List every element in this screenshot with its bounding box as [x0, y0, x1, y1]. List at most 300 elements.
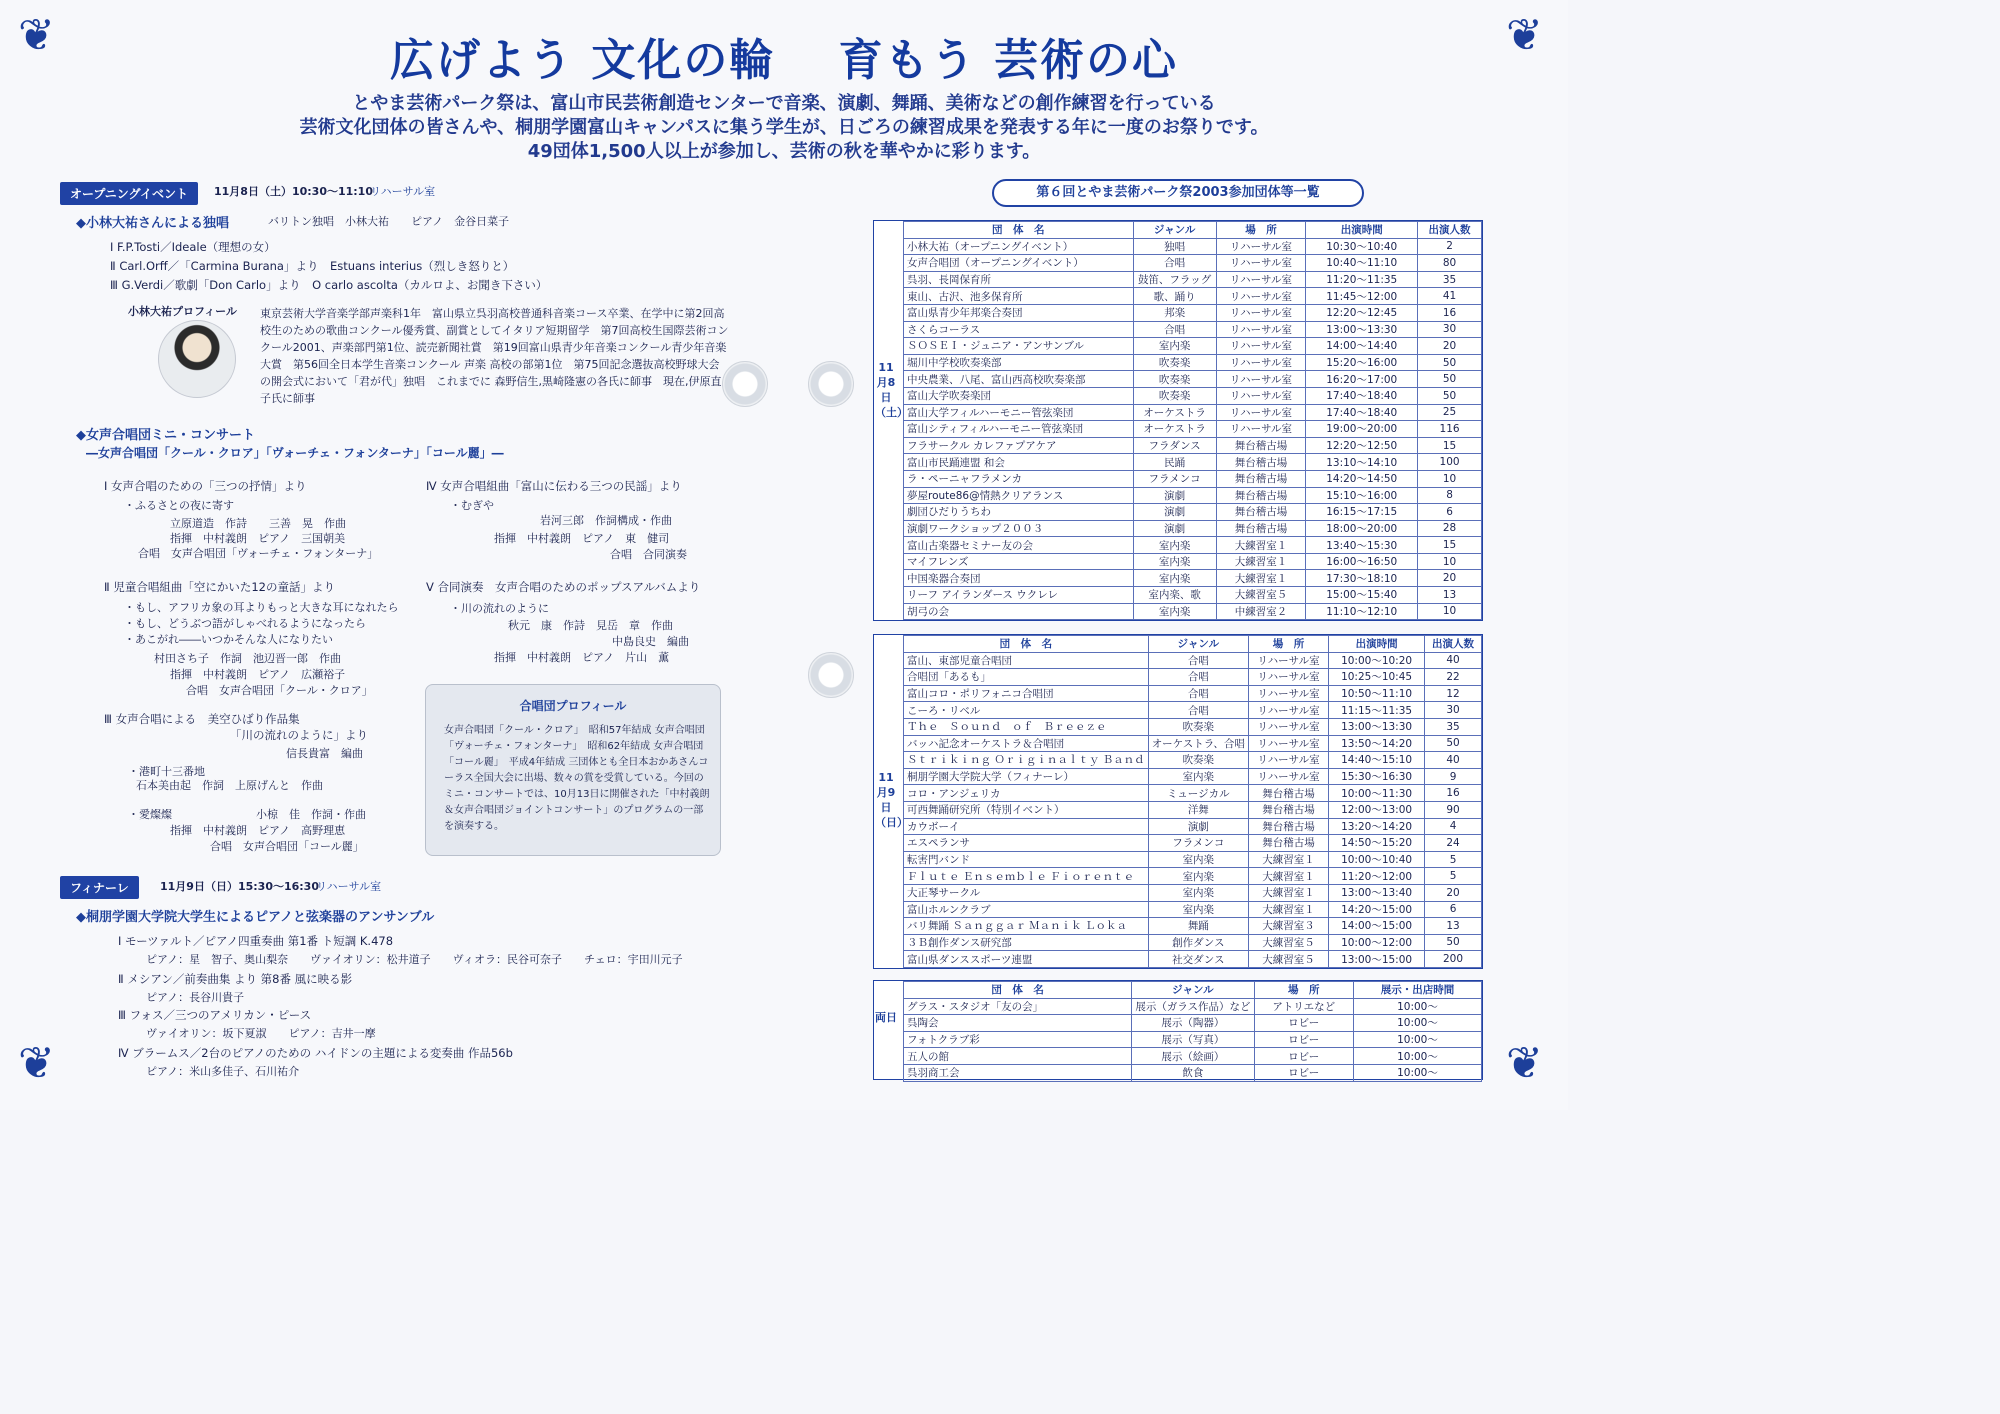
intro-line: とやま芸術パーク祭は、富山市民芸術創造センターで音楽、演劇、舞踊、美術などの創作練習を行っている — [352, 93, 1216, 114]
table-cell: 五人の館 — [904, 1048, 1132, 1065]
table-cell: 13:10～14:10 — [1306, 454, 1418, 471]
choir-item: 石本美由起 作詞 上原げんと 作曲 — [136, 779, 323, 792]
table-cell: 22 — [1425, 669, 1482, 686]
table-cell: 展示（写真） — [1132, 1031, 1254, 1048]
table-cell: 劇団ひだりうちわ — [904, 504, 1134, 521]
table-cell: 30 — [1425, 702, 1482, 719]
table-row — [904, 587, 1482, 604]
table-cell: オーケストラ、合唱 — [1148, 735, 1248, 752]
table-cell: 5 — [1425, 868, 1482, 885]
table-cell: 室内楽 — [1148, 768, 1248, 785]
table-row — [904, 918, 1482, 935]
table-cell: 堀川中学校吹奏楽部 — [904, 354, 1134, 371]
column-header: ジャンル — [1132, 982, 1254, 999]
finale-item: Ⅰ モーツァルト／ピアノ四重奏曲 第1番 ト短調 K.478 — [118, 934, 394, 948]
table-cell: 舞台稽古場 — [1248, 801, 1328, 818]
table-cell: 室内楽 — [1148, 851, 1248, 868]
table-row — [904, 321, 1482, 338]
column-header: 団 体 名 — [904, 982, 1132, 999]
table-cell: 胡弓の会 — [904, 603, 1134, 620]
table-cell: 16:15～17:15 — [1306, 504, 1418, 521]
table-cell: 舞台稽古場 — [1216, 504, 1306, 521]
column-header: 場 所 — [1248, 636, 1328, 653]
column-header: ジャンル — [1148, 636, 1248, 653]
table-cell: 鼓笛、フラッグ — [1133, 271, 1216, 288]
table-cell: 富山シティフィルハーモニー管弦楽団 — [904, 421, 1134, 438]
table-row — [904, 934, 1482, 951]
table-cell: 10 — [1418, 603, 1482, 620]
table-cell: 大練習室５ — [1248, 951, 1328, 968]
table-cell: 中央農業、八尾、富山西高校吹奏楽部 — [904, 371, 1134, 388]
table-cell: 11:20～11:35 — [1306, 271, 1418, 288]
table-cell: ロビー — [1254, 1048, 1353, 1065]
table-cell: リハーサル室 — [1248, 652, 1328, 669]
performer-photo — [158, 320, 236, 398]
table-row — [904, 652, 1482, 669]
table-cell: 演劇 — [1133, 520, 1216, 537]
table-cell: 10:00～11:30 — [1329, 785, 1425, 802]
table-cell: 大練習室３ — [1248, 918, 1328, 935]
day2-table — [903, 635, 1482, 968]
table-cell: 14:00～14:40 — [1306, 338, 1418, 355]
column-header: 団 体 名 — [904, 222, 1134, 239]
table-cell: 大練習室１ — [1248, 868, 1328, 885]
opening-place: リハーサル室 — [370, 185, 436, 198]
choir-item: 岩河三郎 作詞構成・作曲 — [540, 514, 672, 527]
binder-hole — [722, 361, 768, 407]
table-cell: 富山ホルンクラブ — [904, 901, 1149, 918]
table-cell: 50 — [1418, 371, 1482, 388]
table-row — [904, 851, 1482, 868]
table-cell: 創作ダンス — [1148, 934, 1248, 951]
table-cell: 合唱団「あるも」 — [904, 669, 1149, 686]
table-row — [904, 1048, 1482, 1065]
table-cell: 展示（絵画） — [1132, 1048, 1254, 1065]
table-row — [904, 288, 1482, 305]
table-cell: こーろ・リベル — [904, 702, 1149, 719]
table-cell: リハーサル室 — [1216, 321, 1306, 338]
table-cell: 25 — [1418, 404, 1482, 421]
table-cell: 13:00～13:30 — [1329, 718, 1425, 735]
table-cell: 10:25～10:45 — [1329, 669, 1425, 686]
table-cell: 14:40～15:10 — [1329, 752, 1425, 769]
table-cell: カウボーイ — [904, 818, 1149, 835]
table-cell: 10:00～10:20 — [1329, 652, 1425, 669]
choir-item: Ⅳ 女声合唱組曲「富山に伝わる三つの民謡」より — [426, 479, 682, 493]
table-cell: 17:40～18:40 — [1306, 404, 1418, 421]
column-header: 場 所 — [1254, 982, 1353, 999]
table-cell: 中国楽器合奏団 — [904, 570, 1134, 587]
table-cell: 転害門バンド — [904, 851, 1149, 868]
choir-item: 「川の流れのように」より — [230, 728, 368, 742]
table-cell: 6 — [1425, 901, 1482, 918]
table-cell: 116 — [1418, 421, 1482, 438]
table-cell: リーフ アイランダース ウクレレ — [904, 587, 1134, 604]
table-cell: 富山古楽器セミナー友の会 — [904, 537, 1134, 554]
table-cell: 舞台稽古場 — [1216, 437, 1306, 454]
table-cell: ＳＯＳＥＩ・ジュニア・アンサンブル — [904, 338, 1134, 355]
table-cell: 洋舞 — [1148, 801, 1248, 818]
table-row — [904, 1031, 1482, 1048]
table-row — [904, 685, 1482, 702]
table-cell: 28 — [1418, 520, 1482, 537]
table-cell: 24 — [1425, 835, 1482, 852]
intro-line: 49団体1,500人以上が参加し、芸術の秋を華やかに彩ります。 — [527, 141, 1041, 162]
table-row — [904, 487, 1482, 504]
table-cell: 中練習室２ — [1216, 603, 1306, 620]
table-cell: 富山コロ・ポリフォニコ合唱団 — [904, 685, 1149, 702]
table-row — [904, 1015, 1482, 1032]
finale-tag: フィナーレ — [60, 876, 139, 899]
table-row — [904, 998, 1482, 1015]
choir-item: Ⅴ 合同演奏 女声合唱のためのポップスアルバムより — [426, 580, 701, 594]
profile-heading: 小林大祐プロフィール — [128, 305, 237, 318]
table-cell: リハーサル室 — [1216, 371, 1306, 388]
table-cell: Ｓｔｒｉｋｉｎｇ Ｏｒｉｇｉｎａｌｔｙ Ｂａｎｄ — [904, 752, 1149, 769]
table-cell: 30 — [1418, 321, 1482, 338]
table-row — [904, 818, 1482, 835]
schedule-title: 第６回とやま芸術パーク祭2003参加団体等一覧 — [992, 179, 1364, 207]
finale-heading: ◆桐朋学園大学院大学生によるピアノと弦楽器のアンサンブル — [76, 910, 435, 925]
table-cell: 大練習室１ — [1216, 537, 1306, 554]
table-cell: 呉陶会 — [904, 1015, 1132, 1032]
choir-item: 指揮 中村義朗 ピアノ 三国朝美 — [170, 532, 346, 545]
table-cell: 50 — [1425, 735, 1482, 752]
table-cell: 民踊 — [1133, 454, 1216, 471]
intro-line: 芸術文化団体の皆さんや、桐朋学園富山キャンパスに集う学生が、日ごろの練習成果を発表する年に一度のお祭りです。 — [299, 117, 1269, 138]
choir-item: ・ふるさとの夜に寄す — [124, 499, 234, 512]
binder-hole — [808, 652, 854, 698]
table-cell: グラス・スタジオ「友の会」 — [904, 998, 1132, 1015]
column-header: 団 体 名 — [904, 636, 1149, 653]
page-title: 広げよう 文化の輪 育もう 芸術の心 — [390, 35, 1178, 86]
choir-item: 合唱 女声合唱団「クール・クロア」 — [186, 684, 373, 697]
table-cell: リハーサル室 — [1216, 255, 1306, 272]
table-cell: 吹奏楽 — [1133, 354, 1216, 371]
table-row — [904, 669, 1482, 686]
table-cell: 35 — [1418, 271, 1482, 288]
table-row — [904, 338, 1482, 355]
column-header: 出演人数 — [1418, 222, 1482, 239]
table-cell: 室内楽、歌 — [1133, 587, 1216, 604]
table-cell: 11:45～12:00 — [1306, 288, 1418, 305]
finale-item: ピアノ：米山多佳子、石川祐介 — [146, 1065, 300, 1078]
table-cell: マイフレンズ — [904, 553, 1134, 570]
table-cell: 大練習室１ — [1248, 901, 1328, 918]
table-row — [904, 504, 1482, 521]
table-row — [904, 271, 1482, 288]
table-cell: 舞台稽古場 — [1248, 835, 1328, 852]
table-cell: 桐朋学園大学院大学（フィナーレ） — [904, 768, 1149, 785]
table-cell: フラサークル カレファプアケア — [904, 437, 1134, 454]
table-cell: 舞台稽古場 — [1216, 454, 1306, 471]
opening-tag: オープニングイベント — [60, 182, 198, 205]
table-cell: 5 — [1425, 851, 1482, 868]
program-item: Ⅰ F.P.Tosti／Ideale（理想の女） — [110, 240, 276, 254]
table-cell: 80 — [1418, 255, 1482, 272]
program-item: Ⅲ G.Verdi／歌劇「Don Carlo」より O carlo ascolta（カルロよ、お聞き下さい） — [110, 278, 548, 292]
column-header: 場 所 — [1216, 222, 1306, 239]
corner-ornament-icon: ❦ — [1506, 1038, 1543, 1089]
table-row — [904, 718, 1482, 735]
table-cell: Ｔｈｅ Ｓｏｕｎｄ ｏｆ Ｂｒｅｅｚｅ — [904, 718, 1149, 735]
table-row — [904, 404, 1482, 421]
table-cell: 11:10～12:10 — [1306, 603, 1418, 620]
table-cell: ミュージカル — [1148, 785, 1248, 802]
table-cell: 可西舞踊研究所（特別イベント） — [904, 801, 1149, 818]
table-cell: 13:40～15:30 — [1306, 537, 1418, 554]
table-cell: 14:50～15:20 — [1329, 835, 1425, 852]
table-row — [904, 835, 1482, 852]
choir-item: 秋元 康 作詩 見岳 章 作曲 — [508, 619, 673, 632]
finale-place: リハーサル室 — [316, 880, 382, 893]
table-header-row — [904, 982, 1482, 999]
table-cell: 邦楽 — [1133, 304, 1216, 321]
table-cell: 100 — [1418, 454, 1482, 471]
choir-item: 村田さち子 作詞 池辺晋一郎 作曲 — [154, 652, 341, 665]
table-cell: リハーサル室 — [1216, 238, 1306, 255]
table-cell: 舞踊 — [1148, 918, 1248, 935]
table-cell: 合唱 — [1148, 702, 1248, 719]
table-cell: 50 — [1425, 934, 1482, 951]
table-cell: 室内楽 — [1133, 553, 1216, 570]
table-row — [904, 570, 1482, 587]
table-row — [904, 437, 1482, 454]
program-item: Ⅱ Carl.Orff／「Carmina Burana」より Estuans interius（烈しき怒りと） — [110, 259, 515, 273]
table-cell: 16 — [1418, 304, 1482, 321]
choir-item: 信長貴富 編曲 — [286, 747, 363, 760]
table-cell: 19:00～20:00 — [1306, 421, 1418, 438]
profile-text: 東京芸術大学音楽学部声楽科1年 富山県立呉羽高校普通科音楽コース卒業、在学中に第2回高校生のための歌曲コンクール優秀賞、副賞としてイタリア短期留学 第7回高校生国際芸術コンクール2001、声楽部門第1位、読売新聞社賞 第19回富山県青少年音楽コンクール青少年音楽大賞 第56回全日本学生音楽コンクール 声楽 高校の部第1位 第75回記念選抜高校野球大会の開会式において「君が代」独唱 これまでに 森野信生,黒崎隆憲の各氏に師事 現在,伊原直子氏に師事 — [260, 307, 729, 405]
table-cell: 35 — [1425, 718, 1482, 735]
choir-item: Ⅲ 女声合唱による 美空ひばり作品集 — [104, 712, 300, 726]
table-cell: 9 — [1425, 768, 1482, 785]
choir-subheading: ―女声合唱団「クール・クロア」「ヴォーチェ・フォンターナ」「コール麗」― — [86, 446, 504, 460]
column-header: 出演時間 — [1329, 636, 1425, 653]
table-cell: リハーサル室 — [1248, 735, 1328, 752]
table-cell: 200 — [1425, 951, 1482, 968]
choir-item: 指揮 中村義朗 ピアノ 東 健司 — [494, 532, 670, 545]
table-cell: 16 — [1425, 785, 1482, 802]
table-cell: 独唱 — [1133, 238, 1216, 255]
choir-item: 小椋 佳 作詞・作曲 — [256, 808, 366, 821]
table-cell: 13 — [1418, 587, 1482, 604]
table-cell: 10:00～10:40 — [1329, 851, 1425, 868]
table-cell: 東山、古沢、池多保育所 — [904, 288, 1134, 305]
table-cell: 富山、東部児童合唱団 — [904, 652, 1149, 669]
finale-time: 11月9日（日）15:30～16:30 — [160, 880, 319, 893]
table-cell: 合唱 — [1148, 652, 1248, 669]
table-row — [904, 470, 1482, 487]
table-cell: フラダンス — [1133, 437, 1216, 454]
table-cell: ロビー — [1254, 1015, 1353, 1032]
table-cell: 13:00～13:30 — [1306, 321, 1418, 338]
table-cell: リハーサル室 — [1216, 387, 1306, 404]
table-cell: 富山大学フィルハーモニー管弦楽団 — [904, 404, 1134, 421]
table-cell: 40 — [1425, 652, 1482, 669]
table-row — [904, 537, 1482, 554]
table-cell: 呉羽商工会 — [904, 1064, 1132, 1081]
finale-item: ピアノ：長谷川貴子 — [146, 991, 245, 1004]
finale-item: Ⅳ ブラームス／2台のピアノのための ハイドンの主題による変奏曲 作品56b — [118, 1046, 513, 1060]
table-cell: リハーサル室 — [1248, 685, 1328, 702]
table-row — [904, 1064, 1482, 1081]
table-cell: ロビー — [1254, 1064, 1353, 1081]
table-cell: 41 — [1418, 288, 1482, 305]
table-cell: 10 — [1418, 470, 1482, 487]
table-row — [904, 520, 1482, 537]
finale-item: Ⅲ フォス／三つのアメリカン・ピース — [118, 1008, 312, 1022]
table-row — [904, 785, 1482, 802]
table-cell: 50 — [1418, 387, 1482, 404]
table-cell: コロ・アンジェリカ — [904, 785, 1149, 802]
table-cell: 2 — [1418, 238, 1482, 255]
table-cell: 16:00～16:50 — [1306, 553, 1418, 570]
table-row — [904, 354, 1482, 371]
table-cell: 10:00～ — [1353, 1048, 1481, 1065]
table-cell: 小林大祐（オープニングイベント） — [904, 238, 1134, 255]
table-cell: 合唱 — [1133, 321, 1216, 338]
table-cell: さくらコーラス — [904, 321, 1134, 338]
day1-table — [903, 221, 1482, 620]
table-row — [904, 371, 1482, 388]
table-cell: 吹奏楽 — [1148, 718, 1248, 735]
table-cell: フラメンコ — [1133, 470, 1216, 487]
choir-item: ・もし、アフリカ象の耳よりもっと大きな耳になれたら — [124, 601, 399, 614]
finale-item: ヴァイオリン：坂下夏淑 ピアノ：吉井一摩 — [146, 1027, 376, 1040]
table-row — [904, 304, 1482, 321]
table-cell: アトリエなど — [1254, 998, 1353, 1015]
table-cell: ３Ｂ創作ダンス研究部 — [904, 934, 1149, 951]
table-cell: 大正琴サークル — [904, 884, 1149, 901]
choir-item: ・港町十三番地 — [128, 765, 205, 778]
table-cell: 演劇 — [1133, 504, 1216, 521]
table-cell: 10:00～ — [1353, 1015, 1481, 1032]
table-cell: 大練習室５ — [1216, 587, 1306, 604]
table-cell: 合唱 — [1133, 255, 1216, 272]
table-cell: 舞台稽古場 — [1216, 470, 1306, 487]
table-cell: 15 — [1418, 437, 1482, 454]
table-cell: 10:00～ — [1353, 998, 1481, 1015]
table-row — [904, 768, 1482, 785]
choir-item: ・あこがれ――いつかそんな人になりたい — [124, 633, 333, 646]
table-cell: 15:10～16:00 — [1306, 487, 1418, 504]
opening-time: 11月8日（土）10:30～11:10 — [214, 185, 373, 198]
table-row — [904, 454, 1482, 471]
table-cell: 室内楽 — [1133, 603, 1216, 620]
table-cell: 富山県青少年邦楽合奏団 — [904, 304, 1134, 321]
table-cell: リハーサル室 — [1216, 421, 1306, 438]
table-cell: 女声合唱団（オープニングイベント） — [904, 255, 1134, 272]
table-cell: 20 — [1418, 338, 1482, 355]
table-row — [904, 901, 1482, 918]
table-cell: 10 — [1418, 553, 1482, 570]
column-header: 出演人数 — [1425, 636, 1482, 653]
corner-ornament-icon: ❦ — [1506, 10, 1543, 61]
choir-item: 中島良史 編曲 — [612, 635, 689, 648]
table-cell: 16:20～17:00 — [1306, 371, 1418, 388]
table-cell: オーケストラ — [1133, 421, 1216, 438]
table-cell: 演劇ワークショップ２００３ — [904, 520, 1134, 537]
table-cell: 大練習室１ — [1216, 553, 1306, 570]
choir-profile-heading: 合唱団プロフィール — [519, 699, 627, 713]
table-cell: 室内楽 — [1133, 570, 1216, 587]
table-cell: ラ・ペーニャフラメンカ — [904, 470, 1134, 487]
table-cell: 12:20～12:50 — [1306, 437, 1418, 454]
table-cell: フォトクラブ彩 — [904, 1031, 1132, 1048]
table-cell: バッハ記念オーケストラ＆合唱団 — [904, 735, 1149, 752]
table-cell: 14:00～15:00 — [1329, 918, 1425, 935]
opening-heading: ◆小林大祐さんによる独唱 — [76, 216, 229, 231]
table-cell: 舞台稽古場 — [1216, 520, 1306, 537]
table-row — [904, 238, 1482, 255]
both-days-table — [903, 981, 1482, 1082]
finale-item: ピアノ：星 智子、奥山梨奈 ヴァイオリン：松井道子 ヴィオラ：民谷可奈子 チェロ：宇田川元子 — [146, 953, 683, 966]
binder-hole — [808, 361, 854, 407]
table-cell: 10:30～10:40 — [1306, 238, 1418, 255]
table-cell: リハーサル室 — [1216, 271, 1306, 288]
table-cell: リハーサル室 — [1216, 354, 1306, 371]
table-cell: 12:20～12:45 — [1306, 304, 1418, 321]
table-cell: 社交ダンス — [1148, 951, 1248, 968]
table-cell: 10:40～11:10 — [1306, 255, 1418, 272]
table-cell: フラメンコ — [1148, 835, 1248, 852]
choir-item: 合唱 女声合唱団「コール麗」 — [210, 840, 364, 853]
table-row — [904, 255, 1482, 272]
table-row — [904, 884, 1482, 901]
table-cell: 10:00～ — [1353, 1031, 1481, 1048]
table-row — [904, 735, 1482, 752]
choir-heading: ◆女声合唱団ミニ・コンサート — [76, 428, 255, 443]
choir-item: ・むぎや — [450, 499, 494, 512]
table-cell: 20 — [1418, 570, 1482, 587]
column-header: 展示・出店時間 — [1353, 982, 1481, 999]
table-cell: リハーサル室 — [1216, 304, 1306, 321]
table-cell: リハーサル室 — [1216, 338, 1306, 355]
choir-profile-text: 女声合唱団「クール・クロア」 昭和57年結成 女声合唱団「ヴォーチェ・フォンターナ」 昭和62年結成 女声合唱団「コール麗」 平成4年結成 三団体とも全日本おかあさんコーラス全国大会に出場、数々の賞を受賞している。今回のミニ・コンサートでは、10月13日に開催された「中村義朗＆女声合唱団ジョイントコンサート」のプログラムの一部を演奏する。 — [444, 725, 710, 832]
table-cell: 富山市民踊連盟 和会 — [904, 454, 1134, 471]
table-cell: リハーサル室 — [1248, 702, 1328, 719]
table-cell: 合唱 — [1148, 685, 1248, 702]
day1-label: 11月8日（土） — [875, 361, 908, 419]
table-cell: 大練習室５ — [1248, 934, 1328, 951]
table-header-row — [904, 222, 1482, 239]
table-cell: 合唱 — [1148, 669, 1248, 686]
choir-profile-box — [425, 684, 721, 856]
table-cell: 4 — [1425, 818, 1482, 835]
column-header: 出演時間 — [1306, 222, 1418, 239]
table-cell: 富山大学吹奏楽団 — [904, 387, 1134, 404]
table-cell: 展示（ガラス作品）など — [1132, 998, 1254, 1015]
table-cell: 吹奏楽 — [1148, 752, 1248, 769]
corner-ornament-icon: ❦ — [18, 10, 55, 61]
table-row — [904, 951, 1482, 968]
table-cell: 飲食 — [1132, 1064, 1254, 1081]
table-cell: 12 — [1425, 685, 1482, 702]
table-cell: 室内楽 — [1148, 884, 1248, 901]
day3-label: 両日 — [875, 1011, 897, 1024]
table-cell: リハーサル室 — [1216, 404, 1306, 421]
table-cell: 室内楽 — [1148, 901, 1248, 918]
table-cell: 大練習室１ — [1248, 851, 1328, 868]
table-cell: 13:00～13:40 — [1329, 884, 1425, 901]
table-cell: 50 — [1418, 354, 1482, 371]
table-cell: 15:20～16:00 — [1306, 354, 1418, 371]
table-row — [904, 752, 1482, 769]
table-cell: 20 — [1425, 884, 1482, 901]
table-cell: 富山県ダンススポーツ連盟 — [904, 951, 1149, 968]
opening-performers: バリトン独唱 小林大祐 ピアノ 金谷日菜子 — [268, 215, 510, 228]
